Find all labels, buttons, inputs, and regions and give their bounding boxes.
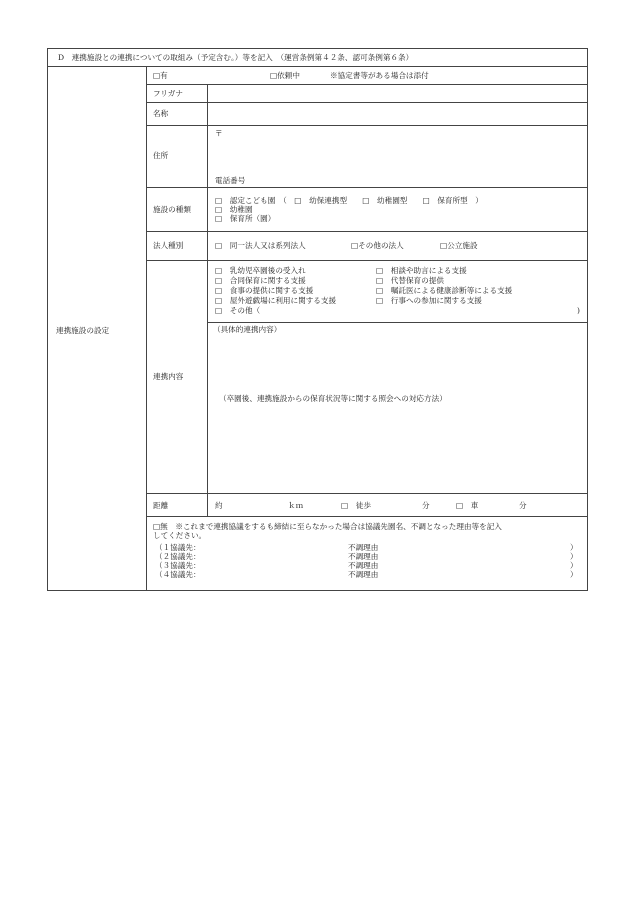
distance-walk-checkbox[interactable]: □ 徒歩 [341, 501, 371, 510]
cooperation-left-item[interactable]: □ 食事の提供に関する支援 [215, 286, 314, 295]
cooperation-row [0, 266, 630, 276]
status-note: ※協定書等がある場合は添付 [330, 71, 429, 80]
cooperation-other-close: ) [577, 306, 580, 315]
corporation-label: 法人種別 [153, 241, 184, 250]
row-line-8 [146, 516, 588, 517]
distance-walk-minutes: 分 [422, 501, 430, 510]
row-line-4 [146, 187, 588, 188]
cooperation-row [0, 276, 630, 286]
cooperation-left-item[interactable]: □ その他（ [215, 306, 261, 315]
row-line-6 [146, 260, 588, 261]
cooperation-right-item[interactable]: □ 嘱託医による健康診断等による支援 [376, 286, 513, 295]
form-outer-border [47, 48, 588, 591]
negotiation-row [0, 570, 630, 580]
cooperation-row [0, 296, 630, 306]
negotiation-reason: 不調理由 [348, 543, 379, 552]
facility-type-line-1[interactable]: □ 認定こども園 （ □ 幼保連携型 □ 幼稚園型 □ 保育所型 ） [215, 196, 483, 205]
left-label: 連携施設の設定 [56, 326, 110, 335]
phone-label: 電話番号 [215, 176, 246, 185]
negotiation-close: ） [570, 570, 578, 579]
facility-type-label: 施設の種類 [153, 205, 191, 214]
address-label: 住所 [153, 151, 169, 160]
negotiation-reason: 不調理由 [348, 570, 379, 579]
negotiation-reason: 不調理由 [348, 561, 379, 570]
cooperation-followup-label: （卒園後、連携施設からの保育状況等に関する照会への対応方法） [219, 394, 447, 403]
negotiation-close: ） [570, 552, 578, 561]
header-bottom-line [47, 66, 588, 67]
negotiation-close: ） [570, 543, 578, 552]
distance-label: 距離 [153, 501, 169, 510]
facility-type-line-2[interactable]: □ 幼稚園 [215, 205, 253, 214]
corporation-option-other[interactable]: □その他の法人 [351, 241, 404, 250]
cooperation-label: 連携内容 [153, 372, 184, 381]
row-line-1 [146, 84, 588, 85]
col1-divider [146, 66, 147, 591]
negotiation-label: （２協議先： [155, 552, 201, 561]
distance-car-minutes: 分 [519, 501, 527, 510]
row-line-5 [146, 231, 588, 232]
furigana-label: フリガナ [153, 89, 183, 98]
cooperation-right-item[interactable]: □ 行事への参加に関する支援 [376, 296, 482, 305]
facility-type-line-3[interactable]: □ 保育所（園） [215, 214, 276, 223]
name-label: 名称 [153, 109, 169, 118]
cooperation-left-item[interactable]: □ 合同保育に関する支援 [215, 276, 306, 285]
status-requesting-checkbox[interactable]: □依頼中 [270, 71, 300, 80]
row-line-7 [146, 493, 588, 494]
negotiation-close: ） [570, 561, 578, 570]
none-instruction-line: してください。 [153, 531, 207, 540]
distance-approx: 約 [215, 501, 223, 510]
corporation-option-same[interactable]: □ 同一法人又は系列法人 [215, 241, 306, 250]
negotiation-label: （３協議先： [155, 561, 201, 570]
corporation-option-public[interactable]: □公立施設 [440, 241, 478, 250]
cooperation-row [0, 286, 630, 296]
negotiation-label: （１協議先： [155, 543, 201, 552]
cooperation-left-item[interactable]: □ 乳幼児卒園後の受入れ [215, 266, 306, 275]
cooperation-row [0, 306, 630, 316]
row-line-3 [146, 125, 588, 126]
negotiation-reason: 不調理由 [348, 552, 379, 561]
status-yes-checkbox[interactable]: □有 [153, 71, 168, 80]
distance-km-unit: ｋｍ [288, 501, 304, 510]
cooperation-right-item[interactable]: □ 代替保育の提供 [376, 276, 444, 285]
row-line-2 [146, 102, 588, 103]
postal-mark: 〒 [215, 129, 223, 138]
negotiation-label: （４協議先： [155, 570, 201, 579]
cooperation-detail-label: （具体的連携内容） [213, 325, 282, 334]
distance-car-checkbox[interactable]: □ 車 [456, 501, 479, 510]
cooperation-checklist-divider [207, 322, 588, 323]
cooperation-right-item[interactable]: □ 相談や助言による支援 [376, 266, 467, 275]
none-checkbox-line[interactable]: □無 ※これまで連携協議をするも締結に至らなかった場合は協議先園名、不調となった理由等を記入 [153, 522, 502, 531]
cooperation-left-item[interactable]: □ 屋外遊戯場に利用に関する支援 [215, 296, 337, 305]
section-header: D 連携施設との連携についての取組み（予定含む。）等を記入 （運営条例第４２条、認可条例第６条） [58, 53, 414, 62]
